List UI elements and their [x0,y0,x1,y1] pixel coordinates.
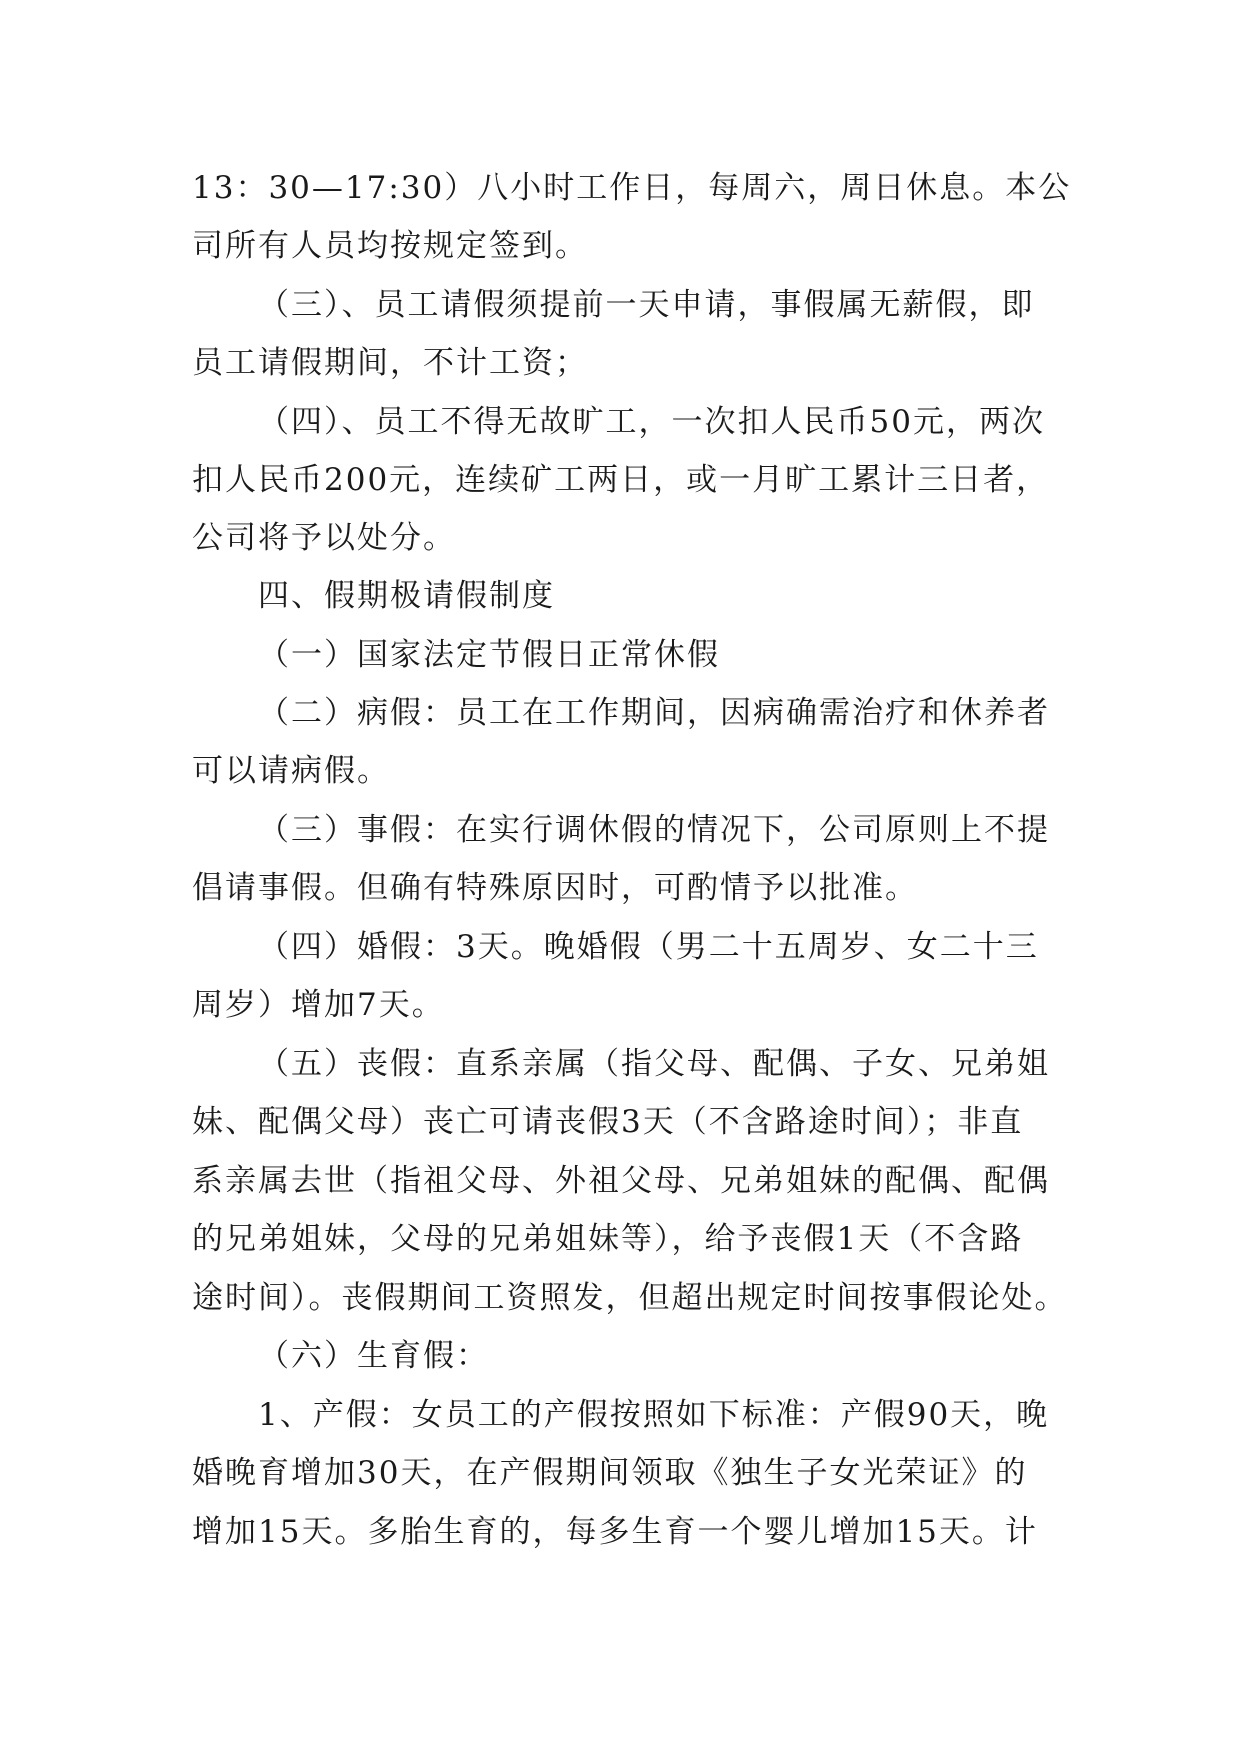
body-line: （六）生育假： [258,1338,489,1374]
body-line: （一）国家法定节假日正常休假 [258,637,720,673]
body-line: 司所有人员均按规定签到。 [192,228,588,264]
body-line: 系亲属去世（指祖父母、外祖父母、兄弟姐妹的配偶、配偶 [192,1163,1050,1199]
body-line: 1、产假：女员工的产假按照如下标准：产假90天，晚 [258,1397,1050,1433]
body-line: （五）丧假：直系亲属（指父母、配偶、子女、兄弟姐 [258,1046,1050,1082]
body-line: 可以请病假。 [192,753,390,789]
section-heading: 四、假期极请假制度 [258,578,555,614]
body-line: （二）病假：员工在工作期间，因病确需治疗和休养者 [258,695,1050,731]
body-line: （四）、员工不得无故旷工，一次扣人民币50元，两次 [258,404,1045,440]
body-line: （三）事假：在实行调休假的情况下，公司原则上不提 [258,812,1050,848]
body-line: 途时间）。丧假期间工资照发，但超出规定时间按事假论处。 [192,1280,1068,1316]
body-line: 倡请事假。但确有特殊原因时，可酌情予以批准。 [192,870,918,906]
body-line: 员工请假期间，不计工资； [192,345,588,381]
body-line: 周岁）增加7天。 [192,987,445,1023]
body-line: 的兄弟姐妹，父母的兄弟姐妹等），给予丧假1天（不含路 [192,1221,1024,1257]
body-line: 妹、配偶父母）丧亡可请丧假3天（不含路途时间）；非直 [192,1104,1024,1140]
body-line: 公司将予以处分。 [192,520,456,556]
body-line: 增加15天。多胎生育的，每多生育一个婴儿增加15天。计 [192,1514,1038,1550]
body-line: 婚晚育增加30天，在产假期间领取《独生子女光荣证》的 [192,1455,1028,1491]
body-line: （四）婚假：3天。晚婚假（男二十五周岁、女二十三 [258,929,1039,965]
body-line: （三）、员工请假须提前一天申请，事假属无薪假，即 [258,287,1035,323]
body-line: 扣人民币200元，连续矿工两日，或一月旷工累计三日者， [192,462,1050,498]
body-line: 13：30—17:30）八小时工作日，每周六，周日休息。本公 [192,170,1072,206]
